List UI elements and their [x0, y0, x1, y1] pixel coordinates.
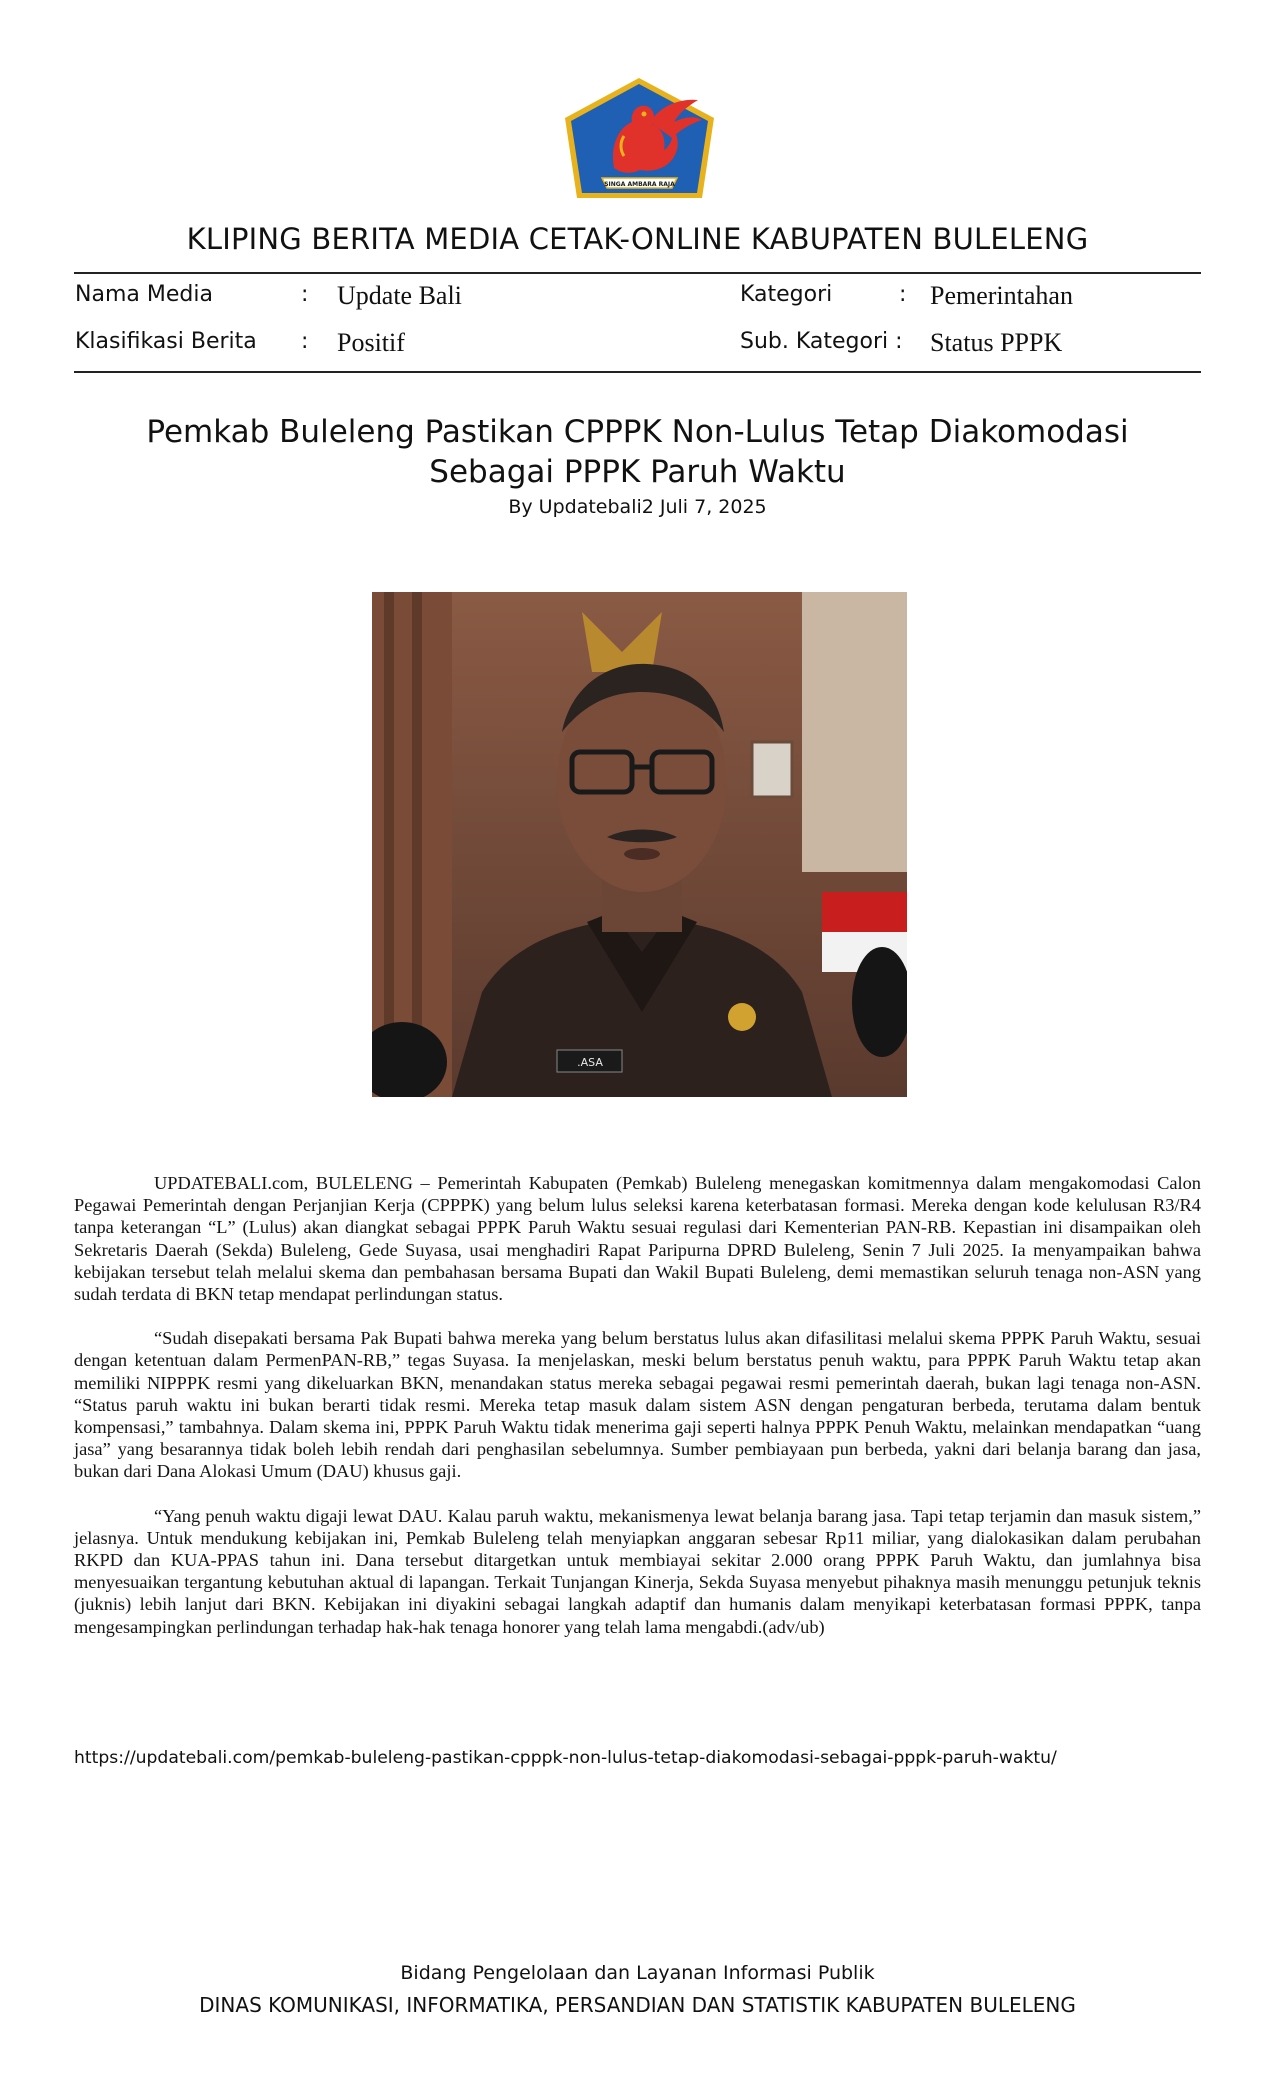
top-rule [74, 272, 1201, 274]
footer-agency: DINAS KOMUNIKASI, INFORMATIKA, PERSANDIAN DAN STATISTIK KABUPATEN BULELENG [199, 1993, 1076, 2017]
subkategori-value: Status PPPK [930, 328, 1063, 357]
footer-division: Bidang Pengelolaan dan Layanan Informasi Publik [400, 1962, 875, 1984]
klasifikasi-colon: : [301, 329, 309, 354]
klasifikasi-value: Positif [337, 328, 405, 357]
buleleng-crest-logo [562, 76, 717, 203]
article-paragraph-1: UPDATEBALI.com, BULELENG – Pemerintah Kabupaten (Pemkab) Buleleng menegaskan komitmennya dalam mengakomodasi Calon Pegawai Pemerintah dengan Perjanjian Kerja (CPPPK) yang belum lulus seleksi karena keterbatasan formasi. Mereka dengan kode kelulusan R3/R4 tanpa keterangan “L” (Lulus) akan diangkat sebagai PPPK Paruh Waktu sesuai regulasi dari Kementerian PAN-RB. Kepastian ini disampaikan oleh Sekretaris Daerah (Sekda) Buleleng, Gede Suyasa, usai menghadiri Rapat Paripurna DPRD Buleleng, Senin 7 Juli 2025. Ia menyampaikan bahwa kebijakan tersebut telah melalui skema dan pembahasan bersama Bupati dan Wakil Bupati Buleleng, demi memastikan seluruh tenaga non-ASN yang sudah terdata di BKN tetap mendapat perlindungan status. [74, 1173, 1201, 1305]
klasifikasi-label: Klasifikasi Berita [75, 329, 257, 354]
name-tag-text: .ASA [577, 1056, 603, 1069]
media-colon: : [301, 282, 309, 307]
source-url-link[interactable]: https://updatebali.com/pemkab-buleleng-pastikan-cpppk-non-lulus-tetap-diakomodasi-sebagai-pppk-paruh-waktu/ [74, 1748, 1057, 1768]
media-label: Nama Media [75, 282, 213, 307]
article-byline: By Updatebali2 Juli 7, 2025 [508, 496, 767, 518]
article-body [74, 1172, 1201, 1660]
kategori-label: Kategori [740, 282, 833, 307]
bottom-rule [74, 371, 1201, 373]
subkategori-label: Sub. Kategori : [740, 329, 903, 354]
article-paragraph-3: “Yang penuh waktu digaji lewat DAU. Kalau paruh waktu, mekanismenya lewat belanja barang jasa. Tapi tetap terjamin dan masuk sistem,” jelasnya. Untuk mendukung kebijakan ini, Pemkab Buleleng telah menyiapkan anggaran sebesar Rp11 miliar, yang dialokasikan dalam perubahan RKPD dan KUA-PPAS tahun ini. Dana tersebut ditargetkan untuk membiayai sekitar 2.000 orang PPPK Paruh Waktu, dan jumlahnya bisa menyesuaikan tergantung kebutuhan aktual di lapangan. Terkait Tunjangan Kinerja, Sekda Suyasa menyebut pihaknya masih menunggu petunjuk teknis (juknis) lebih lanjut dari BKN. Kebijakan ini diyakini sebagai langkah adaptif dan humanis dalam menyikapi keterbatasan formasi PPPK, tanpa mengesampingkan perlindungan terhadap hak-hak tenaga honorer yang telah lama mengabdi.(adv/ub) [74, 1505, 1201, 1637]
kategori-value: Pemerintahan [930, 281, 1073, 310]
document-heading: KLIPING BERITA MEDIA CETAK-ONLINE KABUPATEN BULELENG [186, 222, 1089, 256]
logo-motto: SINGA AMBARA RAJA [604, 181, 675, 188]
article-paragraph-2: “Sudah disepakati bersama Pak Bupati bahwa mereka yang belum berstatus lulus akan difasilitasi melalui skema PPPK Paruh Waktu, sesuai dengan ketentuan dalam PermenPAN-RB,” tegas Suyasa. Ia menjelaskan, meski belum berstatus penuh waktu, para PPPK Paruh Waktu tetap akan memiliki NIPPPK resmi yang dikeluarkan BKN, menandakan status mereka sebagai pegawai resmi pemerintah daerah, bukan lagi tenaga non-ASN. “Status paruh waktu ini bukan berarti tidak resmi. Mereka tetap masuk dalam sistem ASN dengan pengaturan berbeda, terutama dalam bentuk kompensasi,” tambahnya. Dalam skema ini, PPPK Paruh Waktu tidak menerima gaji seperti halnya PPPK Penuh Waktu, melainkan mendapatkan “uang jasa” yang besarannya tidak boleh lebih rendah dari penghasilan sebelumnya. Sumber pembiayaan pun berbeda, yakni dari belanja barang dan jasa, bukan dari Dana Alokasi Umum (DAU) khusus gaji. [74, 1328, 1201, 1482]
media-value: Update Bali [337, 281, 462, 310]
article-title: Pemkab Buleleng Pastikan CPPPK Non-Lulus Tetap Diakomodasi Sebagai PPPK Paruh Waktu [146, 414, 1129, 490]
kategori-colon: : [899, 282, 907, 307]
article-photo [372, 592, 907, 1097]
